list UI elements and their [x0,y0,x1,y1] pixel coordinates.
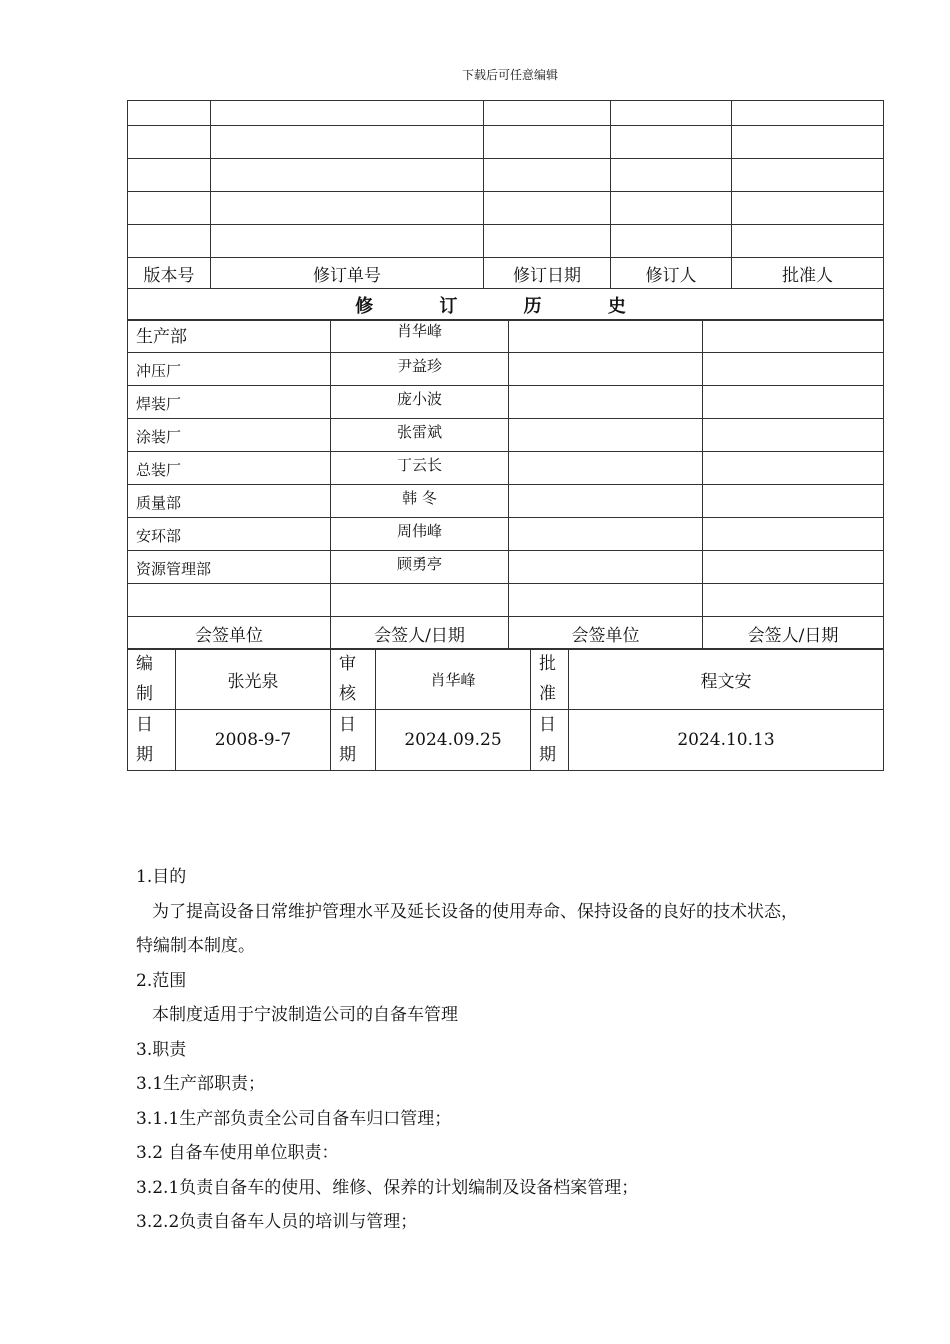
countersign-unit-label: 会签单位 [128,617,331,650]
approve-label: 批 准 [531,649,569,710]
countersign-row [128,320,884,353]
countersign-row [128,452,884,485]
countersign-person: 张雷斌 [331,419,509,452]
countersign-table [127,319,884,650]
revision-number-header: 修订单号 [211,258,484,289]
section-heading: 3.职责 [136,1039,187,1060]
countersign-person-date-label: 会签人/日期 [331,617,509,650]
paragraph: 3.2.1负责自备车的使用、维修、保养的计划编制及设备档案管理； [136,1177,639,1198]
countersign-person: 丁云长 [331,452,509,485]
revision-empty-row [128,225,884,258]
date-label: 日 期 [331,710,376,771]
review-date: 2024.09.25 [376,710,531,771]
countersign-unit-label: 会签单位 [509,617,703,650]
compile-label: 编 制 [128,649,176,710]
reviser-header: 修订人 [611,258,732,289]
approval-signer-row [128,649,884,710]
countersign-unit: 焊装厂 [128,386,331,419]
subsection-heading: 3.2 自备车使用单位职责： [136,1143,339,1163]
countersign-unit: 总装厂 [128,452,331,485]
countersign-person: 周伟峰 [331,518,509,551]
approval-table [127,648,884,771]
paragraph: 本制度适用于宁波制造公司的自备车管理 [152,1005,458,1025]
countersign-unit: 涂装厂 [128,419,331,452]
revision-history-table [127,100,884,321]
paragraph: 为了提高设备日常维护管理水平及延长设备的使用寿命、保持设备的良好的技术状态， [152,901,798,922]
section-heading: 1.目的 [136,867,187,887]
revision-date-header: 修订日期 [484,258,611,289]
countersign-unit: 生产部 [128,320,331,353]
countersign-person: 尹益珍 [331,353,509,386]
approve-date: 2024.10.13 [569,710,884,771]
revision-empty-row [128,192,884,225]
paragraph: 3.1.1生产部负责全公司自备车归口管理； [136,1108,452,1129]
approver-name: 程文安 [569,649,884,710]
countersign-person: 韩 冬 [331,485,509,518]
approval-date-row [128,710,884,771]
revision-empty-row [128,126,884,159]
revision-header-row [128,258,884,289]
revision-title-row [128,289,884,321]
countersign-empty-row [128,584,884,617]
countersign-row [128,551,884,584]
date-label: 日 期 [531,710,569,771]
countersign-unit: 冲压厂 [128,353,331,386]
compiler-name: 张光泉 [176,649,331,710]
countersign-row [128,485,884,518]
date-label: 日 期 [128,710,176,771]
countersign-unit: 安环部 [128,518,331,551]
countersign-person: 顾勇亭 [331,551,509,584]
subsection-heading: 3.1生产部职责； [136,1074,266,1094]
countersign-unit: 质量部 [128,485,331,518]
revision-empty-row [128,101,884,126]
countersign-person-date-label: 会签人/日期 [703,617,884,650]
revision-history-title: 修 订 历 史 [128,289,884,321]
countersign-person: 庞小波 [331,386,509,419]
approver-header: 批准人 [732,258,884,289]
countersign-footer-row [128,617,884,650]
reviewer-name: 肖华峰 [376,649,531,710]
section-heading: 2.范围 [136,970,187,991]
revision-empty-row [128,159,884,192]
compile-date: 2008-9-7 [176,710,331,771]
countersign-unit: 资源管理部 [128,551,331,584]
countersign-row [128,353,884,386]
review-label: 审 核 [331,649,376,710]
version-header: 版本号 [128,258,211,289]
countersign-person: 肖华峰 [331,320,509,353]
countersign-row [128,386,884,419]
paragraph: 特编制本制度。 [136,936,255,956]
header-note: 下载后可任意编辑 [461,68,558,82]
countersign-row [128,419,884,452]
document-body [136,860,896,1240]
countersign-row [128,518,884,551]
paragraph: 3.2.2负责自备车人员的培训与管理； [136,1212,418,1232]
